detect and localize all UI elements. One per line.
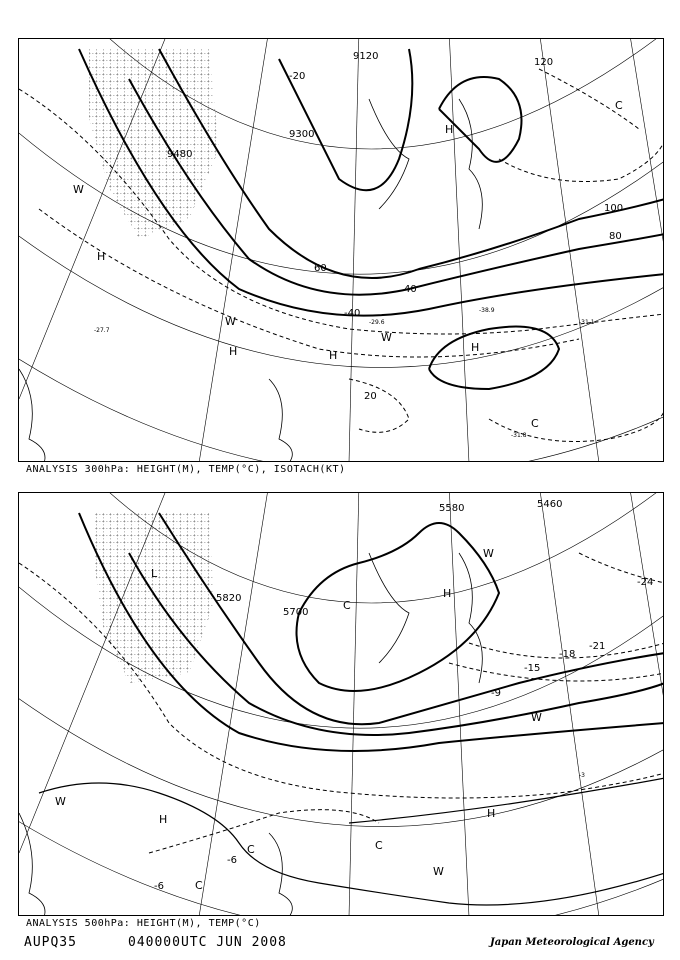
center-h-1: H	[97, 250, 106, 263]
temp-label-minus31-8: -31.8	[511, 432, 527, 439]
temp-label-minus3: -3	[579, 772, 585, 779]
center-c-3: C	[375, 839, 383, 852]
center-h-2: H	[487, 807, 496, 820]
center-h-5: H	[445, 123, 454, 136]
center-w-1: W	[55, 795, 66, 808]
center-c-4: C	[195, 879, 203, 892]
hatched-region	[94, 513, 214, 683]
temp-label-minus29-6: -29.6	[369, 319, 385, 326]
height-label-5580: 5580	[439, 503, 465, 514]
center-h-3: H	[329, 349, 338, 362]
temp-label-minus20: -20	[289, 71, 306, 82]
temp-label-minus6-b: -6	[154, 881, 164, 892]
center-w-1: W	[73, 183, 84, 196]
center-h-2: H	[229, 345, 238, 358]
caption-300hpa: ANALYSIS 300hPa: HEIGHT(M), TEMP(°C), ISOTACH(KT)	[26, 464, 346, 475]
valid-time: 040000UTC JUN 2008	[128, 935, 287, 950]
isotach-label-60: 60	[314, 263, 327, 274]
height-label-9480: 9480	[167, 149, 193, 160]
coastlines	[19, 99, 482, 462]
temp-label-minus24: -24	[637, 577, 654, 588]
center-h-4: H	[471, 341, 480, 354]
center-c-1: C	[615, 99, 623, 112]
center-w-4: W	[483, 547, 494, 560]
chart-id: AUPQ35	[24, 935, 77, 950]
height-label-5700: 5700	[283, 607, 309, 618]
map-300hpa-canvas	[19, 39, 664, 462]
temp-label-minus9: -9	[491, 688, 501, 699]
center-l-1: L	[151, 567, 158, 580]
temp-label-minus6-a: -6	[227, 855, 237, 866]
isotach-label-100: 100	[604, 203, 624, 214]
isotach-label-40: 40	[404, 284, 417, 295]
caption-500hpa: ANALYSIS 500hPa: HEIGHT(M), TEMP(°C)	[26, 918, 261, 929]
height-label-9300: 9300	[289, 129, 315, 140]
center-w-3: W	[225, 315, 236, 328]
temp-label-minus38-9: -38.9	[479, 307, 495, 314]
hatched-region	[89, 49, 219, 239]
height-label-5460: 5460	[537, 499, 563, 510]
center-w-3: W	[433, 865, 444, 878]
center-w-2: W	[381, 331, 392, 344]
temp-label-minus31-1: -31.1	[579, 319, 595, 326]
map-panel-300hpa	[18, 38, 664, 462]
map-panel-500hpa	[18, 492, 664, 916]
center-w-2: W	[531, 711, 542, 724]
temp-label-minus21: -21	[589, 641, 606, 652]
temp-label-minus15: -15	[524, 663, 541, 674]
center-c-1: C	[343, 599, 351, 612]
height-label-5820: 5820	[216, 593, 242, 604]
center-h-3: H	[443, 587, 452, 600]
map-500hpa-canvas	[19, 493, 664, 916]
isotach-label-80: 80	[609, 231, 622, 242]
isotach-label-120: 120	[534, 57, 554, 68]
center-c-2: C	[531, 417, 539, 430]
center-h-1: H	[159, 813, 168, 826]
height-label-9120: 9120	[353, 51, 379, 62]
center-c-2: C	[247, 843, 255, 856]
temp-label-minus18: -18	[559, 649, 576, 660]
coastlines	[19, 553, 482, 916]
isotach-label-20: 20	[364, 391, 377, 402]
agency-name: Japan Meteorological Agency	[490, 937, 654, 948]
temp-label-minus27-7: -27.7	[94, 327, 110, 334]
temp-label-minus40: -40	[344, 308, 361, 319]
